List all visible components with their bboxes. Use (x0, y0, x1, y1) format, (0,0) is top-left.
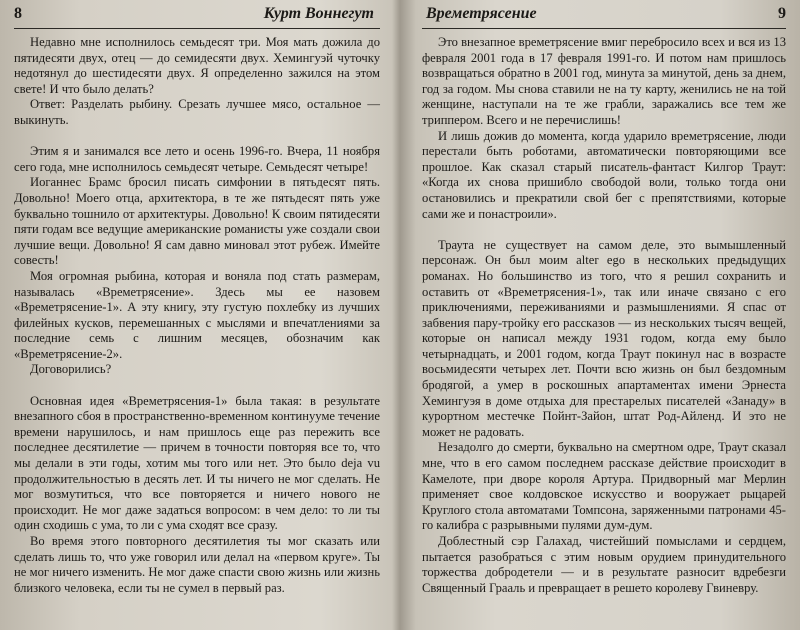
right-page-text (422, 35, 786, 596)
paragraph: Договорились? (30, 362, 112, 377)
paragraph: Этим я и занимался все лето и осень 1996-го. Вчера, 11 ноября сего года, мне исполнилось семьдесят четыре. Семьдесят четыре! (14, 144, 380, 174)
book-title-header: Времетрясение (426, 5, 537, 22)
paragraph: Доблестный сэр Галахад, чистейший помыслами и сердцем, пытается разобраться с этим новым орудием принудительного торжества добродетели — и в результате разносит вдребезги Священный Грааль и превращает в решето королеву Гвиневру. (422, 534, 786, 595)
paragraph: Незадолго до смерти, буквально на смертном одре, Траут сказал мне, что в его самом последнем рассказе действие происходит в Камелоте, при дворе короля Артура. Придворный маг Мерлин применяет свое колдовское искусство и вооружает рыцарей Круглого стола автоматами Томпсона, заряженными патронами 45-го калибра с разрывными пулями дум-дум. (422, 440, 786, 533)
paragraph: Это внезапное времетрясение вмиг перебросило всех и вся из 13 февраля 2001 года в 17 февраля 1991-го. И потом нам пришлось возвращаться обратно в 2001 год, минута за минутой, день за днем, год за годом. Мы снова ставили не на ту карту, женились не на той женщине, наступали на те же грабли, заражались все тем же триппером. Всего и не перечислишь! (422, 35, 786, 127)
paragraph: Моя огромная рыбина, которая и воняла под стать размерам, называлась «Времетрясение». Здесь мы ее назовем «Времетрясение-1». А эту книгу, эту густую похлебку из лучших филейных кусков, перемешанных с мыслями и впечатлениями за последние семь с лишним месяцев, обозначим как «Времетрясение-2». (14, 268, 380, 361)
paragraph: Траута не существует на самом деле, это вымышленный персонаж. Он был моим alter ego в нескольких предыдущих романах. Но большинство из того, что я решил сохранить и оставить от «Времетрясения-1», так или иначе связано с его приключениями, переживаниями и размышлениями. Я спас от забвения пару-тройку его рассказов — из нескольких тысяч вещей, которые он написал между 1931 годом, когда ему было четырнадцать, и 2001 годом, когда Траут покинул нас в возрасте восьмидесяти четырех лет. Почти всю жизнь он был бездомным бродягой, а умер в роскошных апартаментах имени Эрнеста Хемингуэя в доме отдыха для престарелых писателей «Занаду» в курортном местечке Пойнт-Зайон, штат Род-Айленд. И это не может не радовать. (422, 237, 786, 439)
left-running-head (14, 0, 380, 29)
paragraph: Основная идея «Времетрясения-1» была такая: в результате внезапного сбоя в пространственно-временном континууме течение времени нарушилось, и нам пришлось еще раз пережить все последнее десятилетие — причем в точности повторяя все то, что мы делали в эти годы, хотим мы того или нет. Это было deja vu продолжительностью в десять лет. И ты ничего не мог сделать. Не мог возмутиться, что все повторяется и ничего нового не происходит. Не мог даже задаться вопросом: в чем дело: то ли ты один сходишь с ума, то ли с ума сходят все сразу. (14, 393, 380, 533)
left-page (0, 0, 398, 630)
paragraph: Во время этого повторного десятилетия ты мог сказать или сделать лишь то, что уже говорил или делал на «первом круге». Ты не мог ничего изменить. Не мог даже спасти свою жизнь или жизнь близкого человека, если ты не сумел в первый раз. (14, 534, 380, 595)
paragraph: И лишь дожив до момента, когда ударило времетрясение, люди перестали быть роботами, автоматически повторяющими все прошлое. Как сказал старый писатель-фантаст Килгор Траут: «Когда их снова пришибло свободой воли, только тогда они остановились и прекратили свой бег с препятствиями, которые сами же и понастроили». (422, 128, 786, 221)
author-header: Курт Воннегут (263, 5, 374, 22)
left-page-text (14, 35, 380, 596)
paragraph: Иоганнес Брамс бросил писать симфонии в пятьдесят пять. Довольно! Моего отца, архитектора, в те же пятьдесят пять уже буквально тошнило от архитектуры. Довольно! К своим пятидесяти пяти годам все ведущие американские романисты уже создали свои лучшие вещи. Довольно! Я сам давно миновал этот рубеж. Имейте совесть! (14, 175, 380, 268)
paragraph: Ответ: Разделать рыбину. Срезать лучшее мясо, остальное — выкинуть. (14, 97, 380, 127)
right-page-number: 9 (778, 5, 786, 22)
paragraph: Недавно мне исполнилось семьдесят три. Моя мать дожила до пятидесяти двух, отец — до семидесяти двух. Хемингуэй чуточку недотянул до шестидесяти двух. Я определенно зажился на этом свете! И что было делать? (14, 35, 380, 96)
left-page-number: 8 (14, 5, 22, 22)
right-running-head (422, 0, 786, 29)
right-page (404, 0, 800, 630)
